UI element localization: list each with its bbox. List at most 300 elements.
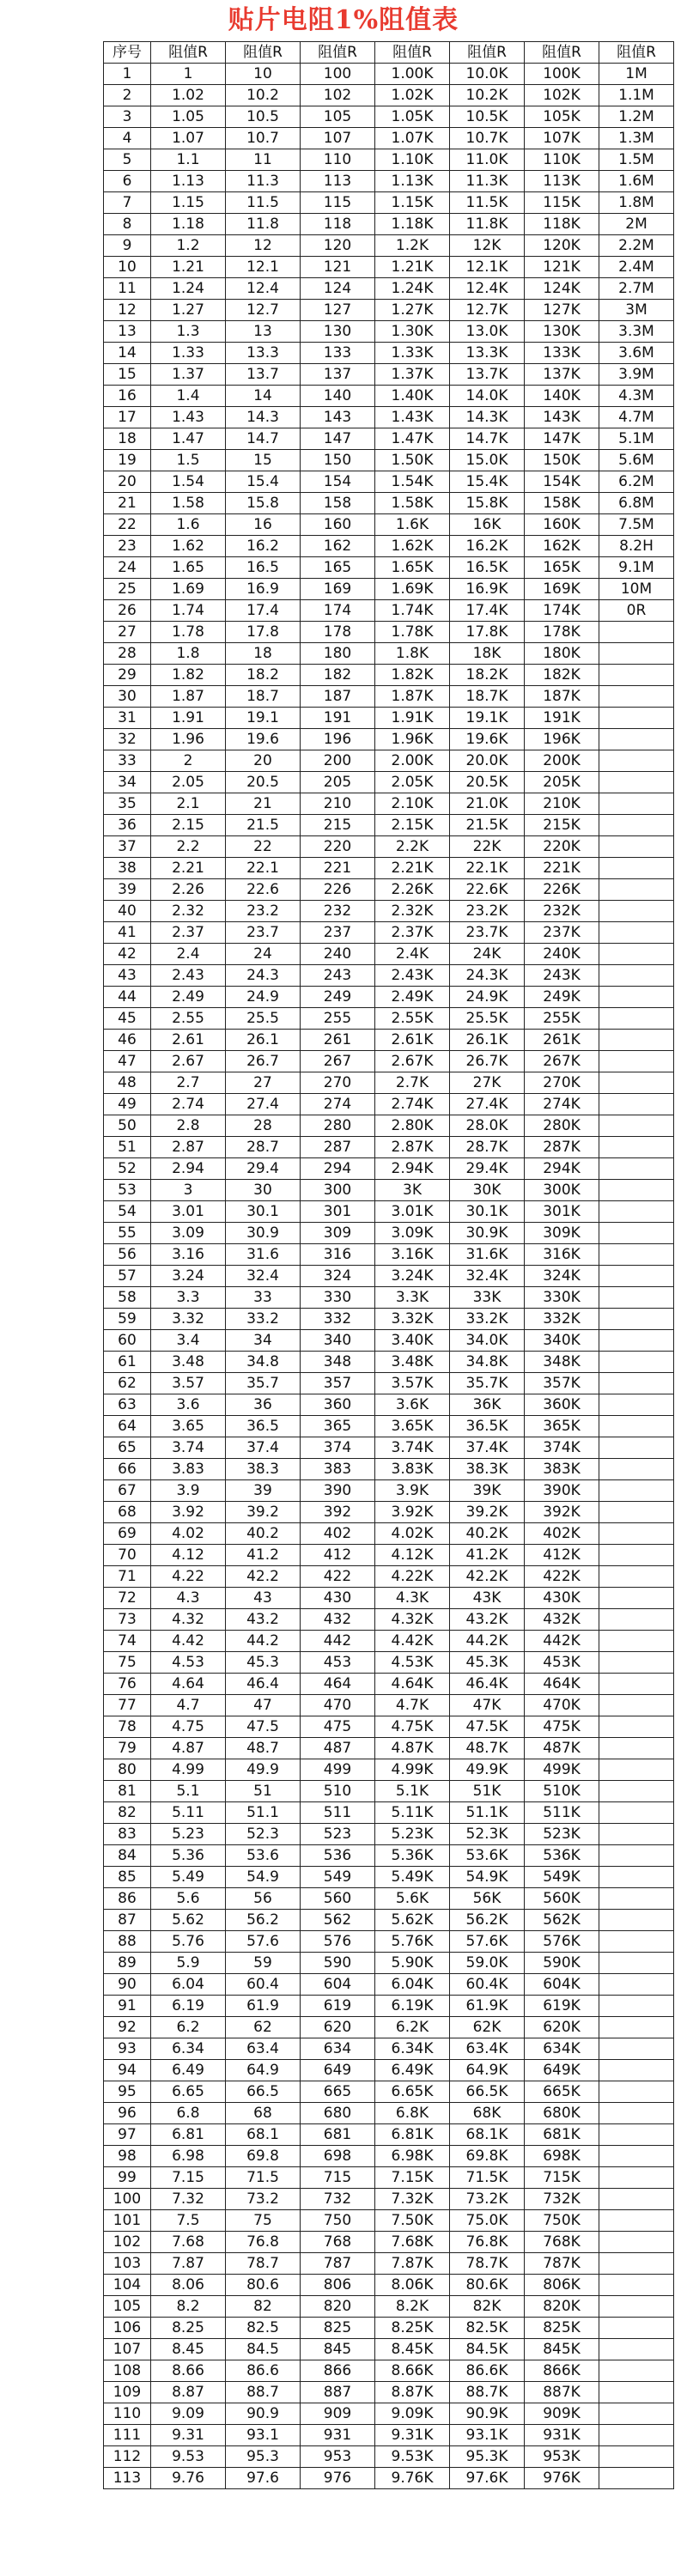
row-index-cell: 71 [104,1566,151,1588]
resistance-value-cell: 1.65 [151,557,226,579]
resistance-value-cell: 1.54K [375,471,450,493]
resistance-value-cell: 178 [301,622,375,643]
resistance-value-cell: 5.23K [375,1824,450,1845]
resistance-value-cell: 31.6 [226,1244,301,1266]
resistance-value-cell: 3.65K [375,1416,450,1437]
table-row [104,1631,674,1652]
resistance-value-cell: 390 [301,1480,375,1502]
resistance-value-cell: 261K [525,1030,599,1051]
resistance-value-cell: 27.4 [226,1094,301,1115]
resistance-value-cell: 150K [525,450,599,471]
row-index-cell: 46 [104,1030,151,1051]
resistance-value-cell: 6.98 [151,2146,226,2167]
resistance-value-cell: 178K [525,622,599,643]
resistance-value-cell: 267 [301,1051,375,1072]
resistance-value-cell: 280 [301,1115,375,1137]
table-row [104,1759,674,1781]
resistance-value-cell: 13.7 [226,364,301,386]
table-row [104,235,674,257]
resistance-value-cell: 240 [301,944,375,965]
row-index-cell: 42 [104,944,151,965]
resistance-value-cell: 301 [301,1201,375,1223]
resistance-value-cell: 9.09 [151,2403,226,2425]
resistance-value-cell: 340 [301,1330,375,1352]
resistance-value-cell: 37.4K [450,1437,525,1459]
resistance-value-cell: 124 [301,278,375,300]
row-index-cell: 113 [104,2468,151,2489]
resistance-value-cell: 20.5 [226,772,301,793]
resistance-value-cell: 4.3M [599,386,674,407]
resistance-value-cell: 249 [301,987,375,1008]
resistance-value-cell: 38.3 [226,1459,301,1480]
resistance-value-cell [599,1309,674,1330]
row-index-cell: 104 [104,2275,151,2296]
row-index-cell: 76 [104,1674,151,1695]
table-row [104,1115,674,1137]
resistance-value-cell: 1.96K [375,729,450,750]
resistance-value-cell: 3.09 [151,1223,226,1244]
row-index-cell: 15 [104,364,151,386]
resistance-value-cell: 1.5 [151,450,226,471]
table-row [104,2189,674,2210]
resistance-value-cell [599,1674,674,1695]
resistance-value-cell: 1.15 [151,192,226,214]
resistance-value-cell: 604K [525,1974,599,1996]
resistance-value-cell: 60.4 [226,1974,301,1996]
table-row [104,386,674,407]
resistance-value-cell: 6.04 [151,1974,226,1996]
row-index-cell: 112 [104,2446,151,2468]
resistance-value-cell: 56.2K [450,1910,525,1931]
resistance-value-cell: 4.7 [151,1695,226,1716]
resistance-value-cell: 976K [525,2468,599,2489]
resistance-value-cell: 649K [525,2060,599,2081]
resistance-value-cell: 18.2 [226,665,301,686]
resistance-value-cell: 66.5K [450,2081,525,2103]
resistance-value-cell: 15.4 [226,471,301,493]
resistance-value-cell: 18K [450,643,525,665]
resistance-value-cell: 536 [301,1845,375,1867]
resistance-value-cell: 23.2K [450,901,525,922]
resistance-value-cell: 14.7 [226,428,301,450]
resistance-value-cell: 14.3K [450,407,525,428]
resistance-value-cell [599,2446,674,2468]
row-index-cell: 27 [104,622,151,643]
resistance-value-cell: 11.3K [450,171,525,192]
resistance-value-cell: 21 [226,793,301,815]
resistance-value-cell: 5.90K [375,1953,450,1974]
row-index-cell: 106 [104,2318,151,2339]
resistance-value-cell: 274K [525,1094,599,1115]
resistance-value-cell: 8.25 [151,2318,226,2339]
table-row [104,1030,674,1051]
resistance-value-cell: 680 [301,2103,375,2124]
table-row [104,1223,674,1244]
table-row [104,965,674,987]
resistance-value-cell: 4.32 [151,1609,226,1631]
resistance-value-cell: 95.3 [226,2446,301,2468]
resistance-value-cell: 21.5K [450,815,525,836]
resistance-value-cell: 76.8 [226,2232,301,2253]
table-row [104,1201,674,1223]
resistance-value-cell [599,1072,674,1094]
resistance-value-cell: 137 [301,364,375,386]
resistance-value-cell: 2.87K [375,1137,450,1158]
resistance-value-cell [599,2296,674,2318]
resistance-value-cell: 3.3M [599,321,674,343]
table-row [104,1588,674,1609]
resistance-value-cell: 3.3K [375,1287,450,1309]
resistance-value-cell: 620 [301,2017,375,2038]
resistance-value-cell: 634 [301,2038,375,2060]
resistance-value-cell [599,2038,674,2060]
resistance-value-cell: 88.7K [450,2382,525,2403]
resistance-value-cell: 30 [226,1180,301,1201]
table-row [104,2253,674,2275]
resistance-value-cell [599,1158,674,1180]
resistance-value-cell: 1.78 [151,622,226,643]
table-row [104,1652,674,1674]
resistance-value-cell: 35.7K [450,1373,525,1394]
resistance-value-cell: 27.4K [450,1094,525,1115]
table-row [104,149,674,171]
resistance-value-cell: 47.5 [226,1716,301,1738]
resistance-value-cell: 681 [301,2124,375,2146]
table-row [104,407,674,428]
resistance-value-cell: 1.91K [375,708,450,729]
resistance-value-cell: 21.5 [226,815,301,836]
table-row [104,2038,674,2060]
resistance-value-cell [599,1459,674,1480]
resistance-value-cell: 3.3 [151,1287,226,1309]
row-index-cell: 51 [104,1137,151,1158]
resistance-value-cell: 13.3 [226,343,301,364]
resistance-value-cell: 22.6 [226,879,301,901]
table-row [104,214,674,235]
resistance-value-cell: 412K [525,1545,599,1566]
table-row [104,2017,674,2038]
resistance-value-cell: 137K [525,364,599,386]
resistance-value-cell: 274 [301,1094,375,1115]
table-row [104,686,674,708]
resistance-value-cell [599,1781,674,1802]
resistance-value-cell: 348 [301,1352,375,1373]
row-index-cell: 80 [104,1759,151,1781]
row-index-cell: 19 [104,450,151,471]
resistance-value-cell: 422K [525,1566,599,1588]
resistance-value-cell: 22 [226,836,301,858]
resistance-value-cell: 56 [226,1888,301,1910]
resistance-value-cell: 11.3 [226,171,301,192]
resistance-value-cell: 383 [301,1459,375,1480]
resistance-value-cell: 4.22K [375,1566,450,1588]
resistance-value-cell: 221K [525,858,599,879]
row-index-cell: 53 [104,1180,151,1201]
resistance-value-cell: 3.83K [375,1459,450,1480]
resistance-value-cell: 4.32K [375,1609,450,1631]
resistance-value-cell: 2.61K [375,1030,450,1051]
resistance-value-cell: 10.5 [226,106,301,128]
resistance-value-cell: 36.5 [226,1416,301,1437]
row-index-cell: 62 [104,1373,151,1394]
table-row [104,600,674,622]
resistance-value-cell: 374 [301,1437,375,1459]
resistance-value-cell: 12.4K [450,278,525,300]
resistance-value-cell: 11.0K [450,149,525,171]
resistance-value-cell [599,2425,674,2446]
row-index-cell: 84 [104,1845,151,1867]
resistance-value-cell [599,901,674,922]
table-row [104,793,674,815]
resistance-value-cell: 54.9K [450,1867,525,1888]
resistance-value-cell: 4.42K [375,1631,450,1652]
row-index-cell: 77 [104,1695,151,1716]
resistance-value-cell: 825K [525,2318,599,2339]
resistance-value-cell: 7.15K [375,2167,450,2189]
resistance-value-cell: 25.5 [226,1008,301,1030]
resistance-value-cell: 118K [525,214,599,235]
resistance-value-cell: 4.3 [151,1588,226,1609]
resistance-value-cell [599,1588,674,1609]
resistance-value-cell [599,2060,674,2081]
table-row [104,1545,674,1566]
resistance-value-cell: 464K [525,1674,599,1695]
resistance-value-cell: 3.01 [151,1201,226,1223]
resistance-value-cell: 66.5 [226,2081,301,2103]
resistance-value-cell: 432 [301,1609,375,1631]
resistance-value-cell: 3.16K [375,1244,450,1266]
resistance-value-cell: 33.2 [226,1309,301,1330]
row-index-cell: 43 [104,965,151,987]
resistance-value-cell: 383K [525,1459,599,1480]
table-row [104,643,674,665]
resistance-value-cell: 45.3 [226,1652,301,1674]
resistance-value-cell: 8.87 [151,2382,226,2403]
resistance-value-cell: 1.62 [151,536,226,557]
resistance-value-cell: 453K [525,1652,599,1674]
resistance-value-cell [599,1867,674,1888]
table-row [104,1502,674,1523]
resistance-value-cell: 287 [301,1137,375,1158]
table-row [104,622,674,643]
resistance-value-cell: 82.5 [226,2318,301,2339]
resistance-value-cell [599,2167,674,2189]
resistance-value-cell: 6.98K [375,2146,450,2167]
row-index-cell: 30 [104,686,151,708]
resistance-value-cell: 2.7 [151,1072,226,1094]
table-row [104,343,674,364]
resistance-value-cell: 28.7 [226,1137,301,1158]
table-row [104,2232,674,2253]
row-index-cell: 95 [104,2081,151,2103]
resistance-value-cell: 909K [525,2403,599,2425]
resistance-value-cell: 1.40K [375,386,450,407]
resistance-value-cell: 56K [450,1888,525,1910]
resistance-value-cell: 200K [525,750,599,772]
resistance-value-cell: 36K [450,1394,525,1416]
resistance-value-cell: 17.4K [450,600,525,622]
resistance-value-cell: 9.31K [375,2425,450,2446]
resistance-value-cell [599,1266,674,1287]
resistance-value-cell: 430 [301,1588,375,1609]
resistance-value-cell: 47K [450,1695,525,1716]
resistance-value-cell: 4.12K [375,1545,450,1566]
resistance-value-cell: 931 [301,2425,375,2446]
resistance-value-cell: 887 [301,2382,375,2403]
row-index-cell: 23 [104,536,151,557]
resistance-value-cell: 330 [301,1287,375,1309]
resistance-value-cell: 107 [301,128,375,149]
table-row [104,1674,674,1695]
page-title: 贴片电阻1%阻值表 [228,5,459,35]
resistance-value-cell: 9.31 [151,2425,226,2446]
row-index-cell: 61 [104,1352,151,1373]
resistance-value-cell: 475 [301,1716,375,1738]
table-row [104,2425,674,2446]
resistance-value-cell: 2.67 [151,1051,226,1072]
resistance-value-cell: 1.13K [375,171,450,192]
resistance-value-cell: 560K [525,1888,599,1910]
table-row [104,1180,674,1201]
resistance-value-cell [599,1287,674,1309]
resistance-value-cell [599,1352,674,1373]
resistance-value-cell: 10.2 [226,85,301,106]
resistance-value-cell: 3 [151,1180,226,1201]
resistance-value-cell: 6.19K [375,1996,450,2017]
resistance-value-cell: 16.5K [450,557,525,579]
resistance-value-cell: 1.8 [151,643,226,665]
resistance-value-cell: 15 [226,450,301,471]
resistance-value-cell: 820K [525,2296,599,2318]
resistance-value-cell: 8.25K [375,2318,450,2339]
resistance-value-cell: 1.3 [151,321,226,343]
resistance-value-cell: 8.45 [151,2339,226,2360]
resistance-value-cell: 160 [301,514,375,536]
resistance-value-cell: 24.3K [450,965,525,987]
table-row [104,2339,674,2360]
row-index-cell: 97 [104,2124,151,2146]
row-index-cell: 66 [104,1459,151,1480]
resistance-value-cell: 36.5K [450,1416,525,1437]
resistance-value-cell: 3.9 [151,1480,226,1502]
resistance-value-cell: 255 [301,1008,375,1030]
resistance-value-cell: 97.6 [226,2468,301,2489]
resistance-value-cell: 5.76 [151,1931,226,1953]
resistance-value-cell: 51.1 [226,1802,301,1824]
resistance-value-cell: 5.1K [375,1781,450,1802]
table-row [104,536,674,557]
resistance-value-cell: 1.58K [375,493,450,514]
resistance-value-cell: 562K [525,1910,599,1931]
resistance-value-cell: 32.4K [450,1266,525,1287]
resistance-value-cell: 24 [226,944,301,965]
resistance-value-cell [599,2403,674,2425]
table-row [104,815,674,836]
resistance-value-cell [599,1394,674,1416]
resistance-value-cell [599,1824,674,1845]
resistance-value-cell: 10.5K [450,106,525,128]
resistance-value-cell: 174 [301,600,375,622]
resistance-value-cell: 5.6K [375,1888,450,1910]
resistance-value-cell: 22.6K [450,879,525,901]
resistance-value-cell: 38.3K [450,1459,525,1480]
resistance-value-cell: 3.74 [151,1437,226,1459]
resistance-value-cell: 6.34K [375,2038,450,2060]
resistance-value-cell: 422 [301,1566,375,1588]
resistance-value-cell: 2.32 [151,901,226,922]
resistance-value-cell: 182K [525,665,599,686]
resistance-value-cell: 442 [301,1631,375,1652]
table-row [104,1974,674,1996]
resistance-value-cell: 10.2K [450,85,525,106]
resistance-value-cell: 1.3M [599,128,674,149]
resistance-value-cell: 28.7K [450,1137,525,1158]
resistance-value-cell: 357 [301,1373,375,1394]
resistance-value-cell: 7.68 [151,2232,226,2253]
row-index-cell: 47 [104,1051,151,1072]
resistance-value-cell: 2.4 [151,944,226,965]
resistance-value-cell: 150 [301,450,375,471]
resistance-value-cell: 2.7K [375,1072,450,1094]
resistance-value-cell [599,1201,674,1223]
resistance-value-cell: 124K [525,278,599,300]
resistance-value-cell: 412 [301,1545,375,1566]
resistance-value-cell: 4.75 [151,1716,226,1738]
resistance-value-cell: 15.0K [450,450,525,471]
resistance-value-cell: 732 [301,2189,375,2210]
resistance-value-cell: 270K [525,1072,599,1094]
resistance-value-cell [599,1115,674,1137]
table-row [104,428,674,450]
resistance-value-cell [599,2232,674,2253]
resistance-value-cell: 332 [301,1309,375,1330]
row-index-cell: 17 [104,407,151,428]
resistance-value-cell: 17.8 [226,622,301,643]
table-row [104,1996,674,2017]
resistance-value-cell: 309 [301,1223,375,1244]
resistance-value-cell: 2.32K [375,901,450,922]
resistance-value-cell [599,643,674,665]
resistance-value-cell [599,1416,674,1437]
resistance-value-cell: 6.81K [375,2124,450,2146]
resistance-value-cell: 360 [301,1394,375,1416]
resistance-value-cell [599,879,674,901]
resistance-value-cell: 71.5 [226,2167,301,2189]
resistance-value-cell: 309K [525,1223,599,1244]
resistance-value-cell: 49.9K [450,1759,525,1781]
resistance-value-cell: 12.7K [450,300,525,321]
resistance-value-cell: 9.1M [599,557,674,579]
row-index-cell: 36 [104,815,151,836]
table-row [104,1008,674,1030]
resistance-value-cell: 453 [301,1652,375,1674]
row-index-cell: 16 [104,386,151,407]
resistance-value-cell: 34.0K [450,1330,525,1352]
row-index-cell: 40 [104,901,151,922]
row-index-cell: 109 [104,2382,151,2403]
resistance-value-cell: 536K [525,1845,599,1867]
table-row [104,708,674,729]
resistance-value-cell: 1.13 [151,171,226,192]
row-index-cell: 68 [104,1502,151,1523]
resistance-value-cell: 1.47K [375,428,450,450]
resistance-value-cell: 2.4M [599,257,674,278]
resistance-value-cell: 118 [301,214,375,235]
resistance-value-cell: 51K [450,1781,525,1802]
resistance-value-cell: 909 [301,2403,375,2425]
resistance-value-cell: 499 [301,1759,375,1781]
resistance-value-cell: 180K [525,643,599,665]
